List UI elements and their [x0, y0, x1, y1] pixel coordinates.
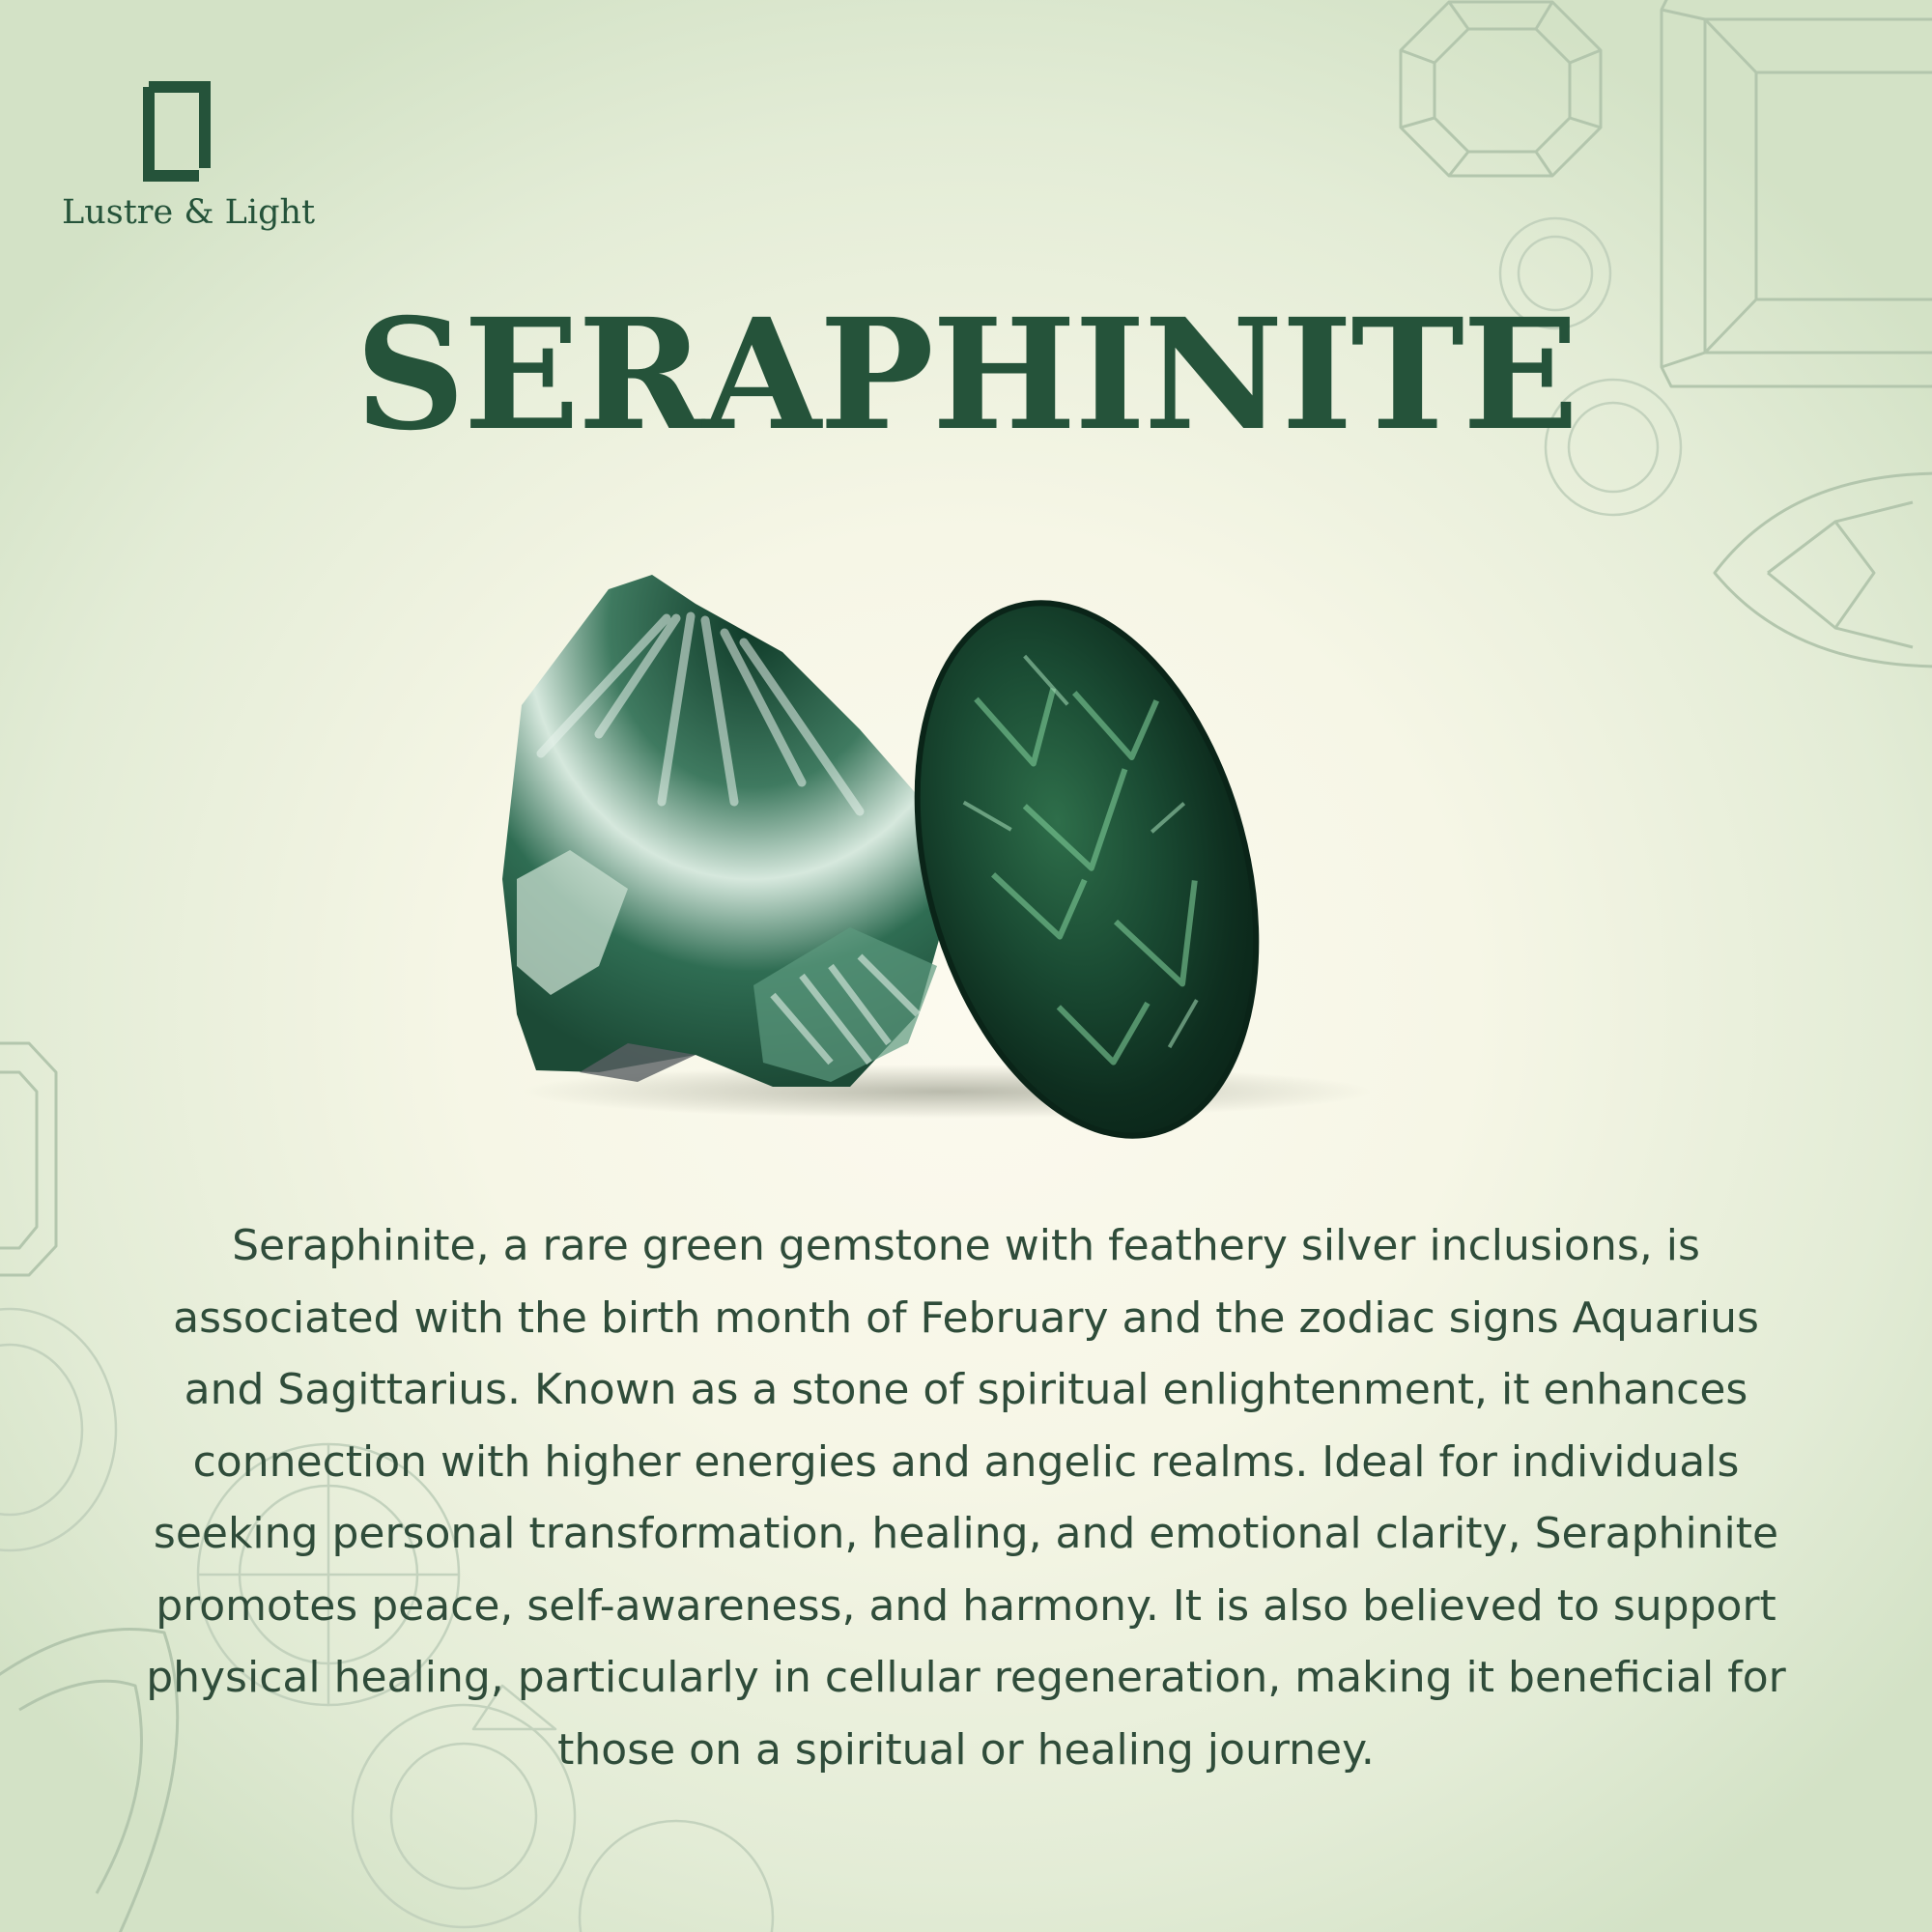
square-bracket-logo-icon	[139, 79, 216, 184]
gemstone-description: Seraphinite, a rare green gemstone with feathery silver inclusions, is associated with the birth month of February and the zodiac signs Aquarius and Sagittarius. Known as a stone of spiritual enlightenment, it enhances connection with higher energies and angelic realms. Ideal for individuals seeking personal transformation, healing, and emotional clarity, Seraphinite promotes peace, self-awareness, and harmony. It is also believed to support physical healing, particularly in cellular regeneration, making it beneficial for those on a spiritual or healing journey.	[146, 1221, 1786, 1775]
seraphinite-stones-image	[483, 560, 1449, 1140]
polished-oval-seraphinite-cabochon	[863, 565, 1312, 1140]
rough-seraphinite-stone	[502, 575, 956, 1087]
brand-name: Lustre & Light	[62, 193, 316, 232]
brand-logo[interactable]	[62, 79, 316, 232]
page-title: SERAPHINITE	[355, 286, 1577, 465]
